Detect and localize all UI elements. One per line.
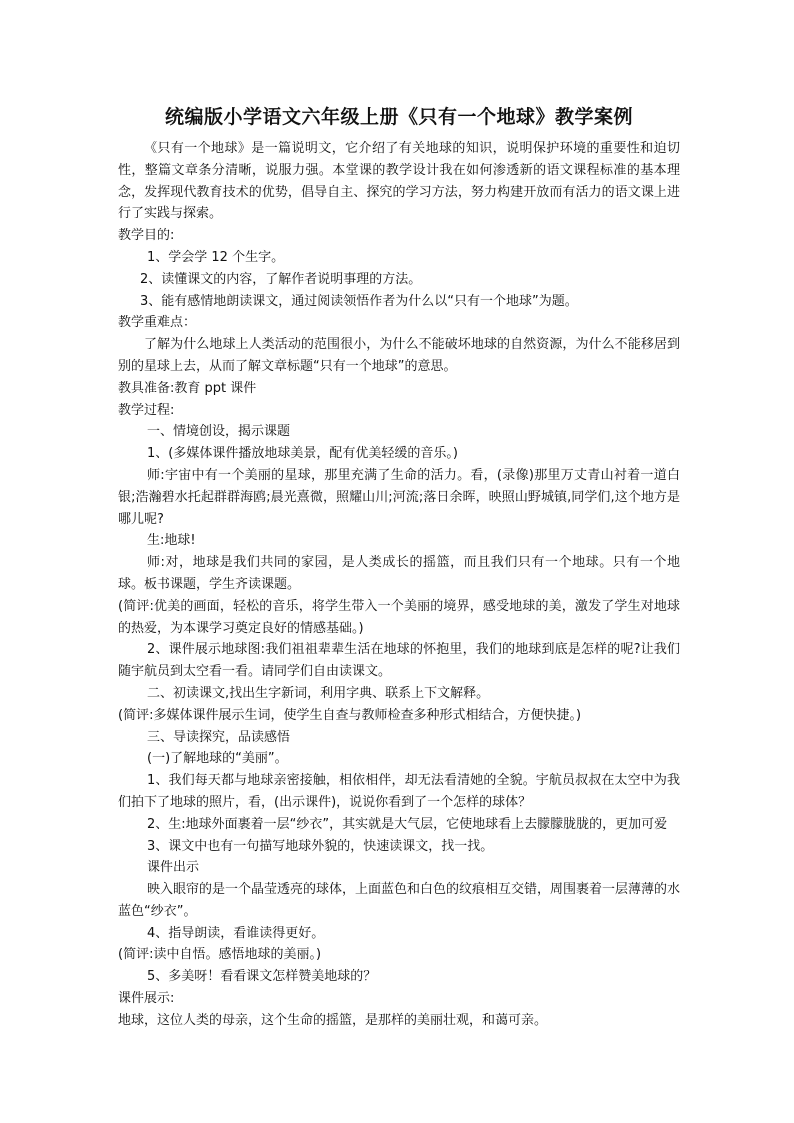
- process-paragraph: 4、指导朗读，看谁读得更好。: [147, 925, 325, 941]
- process-step-heading: 一、情境创设，揭示课题: [147, 424, 291, 440]
- key-points-paragraph: 了解为什么地球上人类活动的范围很小，为什么不能破坏地球的自然资源，为什么不能移居到别的星球上去，从而了解文章标题“只有一个地球”的意思。: [118, 337, 680, 374]
- process-paragraph: 生:地球!: [147, 533, 196, 549]
- section-heading-key-points: 教学重难点：: [118, 315, 197, 331]
- section-heading-process: 教学过程:: [118, 402, 175, 418]
- objective-item: 2、读懂课文的内容，了解作者说明事理的方法。: [140, 271, 422, 287]
- process-paragraph: 2、生:地球外面裹着一层“纱衣”，其实就是大气层，它使地球看上去朦朦胧胧的，更加可爱: [147, 816, 668, 832]
- section-heading-materials: 教具准备:教育 ppt 课件: [118, 380, 257, 396]
- objective-item: 1、学会学 12 个生字。: [147, 249, 285, 265]
- document-title: 统编版小学语文六年级上册《只有一个地球》教学案例: [164, 106, 633, 128]
- intro-paragraph: 《只有一个地球》是一篇说明文，它介绍了有关地球的知识，说明保护环境的重要性和迫切性，整篇文章条分清晰，说服力强。本堂课的教学设计我在如何渗透新的语文课程标准的基本理念，发挥现代教育技术的优势，倡导自主、探究的学习方法，努力构建开放而有活力的语文课上进行了实践与探索。: [118, 141, 680, 222]
- comment-paragraph: (简评:读中自悟。感悟地球的美丽。): [118, 947, 322, 963]
- process-paragraph: 师:宇宙中有一个美丽的星球，那里充满了生命的活力。看，(录像)那里万丈青山衬着一道白银;浩瀚碧水托起群群海鸥;晨光熹微，照耀山川;河流;落日余晖，映照山野城镇,同学们,这个地方是哪儿呢?: [118, 467, 680, 527]
- process-paragraph: 课件出示: [147, 860, 200, 876]
- process-paragraph: 师:对，地球是我们共同的家园，是人类成长的摇篮，而且我们只有一个地球。只有一个地球。板书课题，学生齐读课题。: [118, 555, 680, 592]
- process-subheading: (一)了解地球的“美丽”。: [147, 751, 288, 767]
- comment-paragraph: (简评:多媒体课件展示生词，使学生自查与教师检查多种形式相结合，方便快捷。): [118, 707, 582, 723]
- objective-item: 3、能有感情地朗读课文，通过阅读领悟作者为什么以“只有一个地球”为题。: [140, 293, 578, 309]
- process-paragraph: 5、多美呀！看看课文怎样赞美地球的？: [147, 969, 377, 985]
- process-step-heading: 三、导读探究，品读感悟: [147, 729, 291, 745]
- quote-paragraph: 地球，这位人类的母亲，这个生命的摇篮，是那样的美丽壮观，和蔼可亲。: [118, 1012, 548, 1028]
- comment-paragraph: (简评:优美的画面，轻松的音乐，将学生带入一个美丽的境界，感受地球的美，激发了学生对地球的热爱，为本课学习奠定良好的情感基础。): [118, 598, 680, 636]
- quote-paragraph: 映入眼帘的是一个晶莹透亮的球体，上面蓝色和白色的纹痕相互交错，周围裹着一层薄薄的水蓝色“纱衣”。: [118, 882, 681, 919]
- process-paragraph: 3、课文中也有一句描写地球外貌的，快速读课文，找一找。: [147, 838, 494, 854]
- process-paragraph: 2、课件展示地球图:我们祖祖辈辈生活在地球的怀抱里，我们的地球到底是怎样的呢?让我们随宇航员到太空看一看。请同学们自由读课文。: [118, 642, 680, 680]
- process-paragraph: 1、我们每天都与地球亲密接触，相依相伴，却无法看清她的全貌。宇航员叔叔在太空中为我们拍下了地球的照片，看，(出示课件)，说说你看到了一个怎样的球体？: [118, 773, 680, 810]
- section-heading-objectives: 教学目的:: [118, 228, 175, 244]
- process-paragraph: 1、(多媒体课件播放地球美景，配有优美轻缓的音乐。): [147, 446, 458, 462]
- document-page: [118, 104, 680, 1032]
- process-step-heading: 二、初读课文,找出生字新词，利用字典、联系上下文解释。: [147, 685, 490, 701]
- process-paragraph: 课件展示:: [118, 991, 175, 1007]
